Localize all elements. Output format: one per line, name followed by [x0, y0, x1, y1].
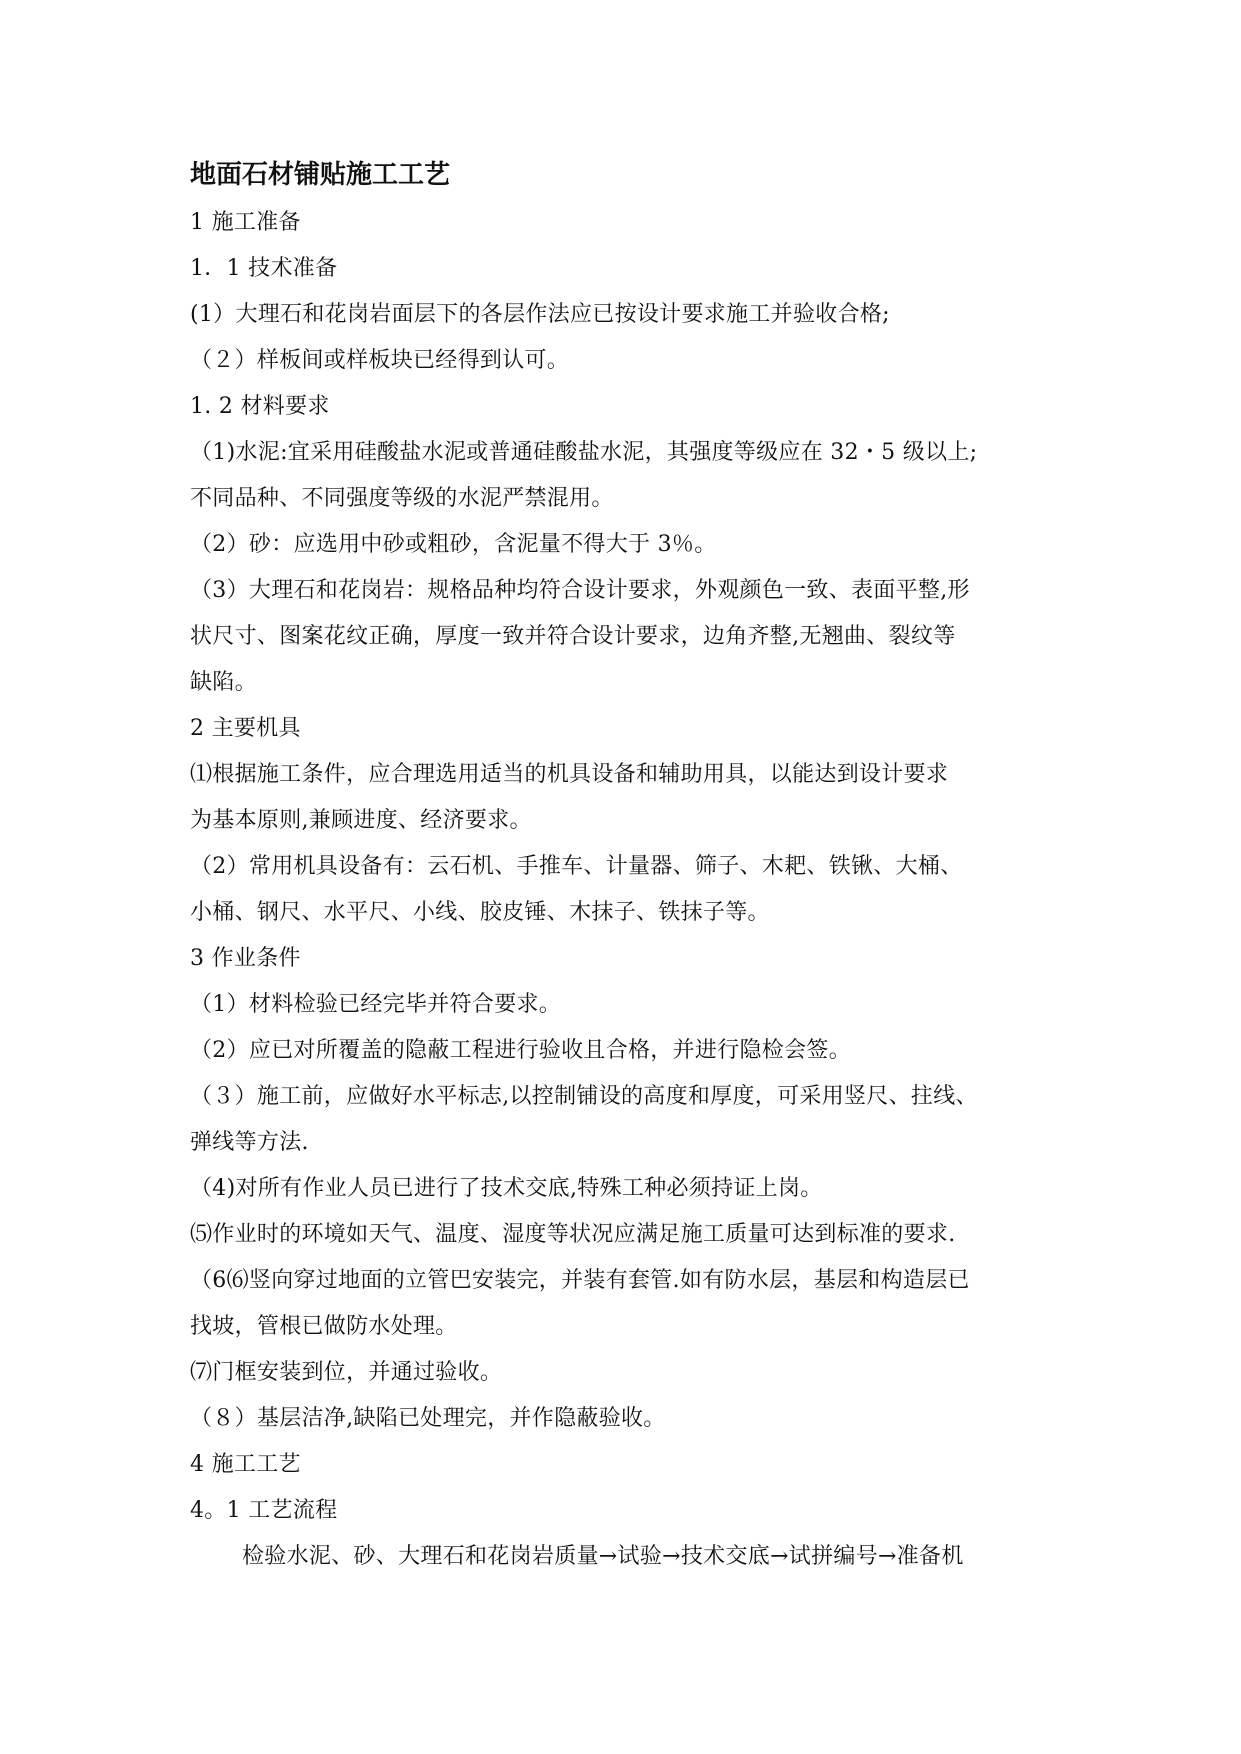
process-flow-text: 检验水泥、砂、大理石和花岗岩质量→试验→技术交底→试拼编号→准备机	[242, 1544, 964, 1569]
text-line: 为基本原则,兼顾进度、经济要求。	[190, 808, 532, 833]
text-line: ⑴根据施工条件，应合理选用适当的机具设备和辅助用具，以能达到设计要求	[190, 762, 949, 787]
text-line: （6⑹竖向穿过地面的立管巴安装完，并装有套管.如有防水层，基层和构造层已	[190, 1268, 970, 1293]
subsection-heading-1-1: 1．1 技术准备	[190, 256, 338, 281]
section-heading-3: 3 作业条件	[190, 946, 301, 971]
text-line: 弹线等方法.	[190, 1130, 309, 1155]
document-title: 地面石材铺贴施工工艺	[190, 160, 451, 190]
text-line: （３）施工前，应做好水平标志,以控制铺设的高度和厚度，可采用竖尺、拄线、	[190, 1084, 978, 1109]
text-line: （4)对所有作业人员已进行了技术交底,特殊工种必须持证上岗。	[190, 1176, 823, 1201]
section-heading-1: 1 施工准备	[190, 210, 301, 235]
text-line: （2）应已对所覆盖的隐蔽工程进行验收且合格，并进行隐检会签。	[190, 1038, 851, 1063]
text-line: 小桶、钢尺、水平尺、小线、胶皮锤、木抹子、铁抹子等。	[190, 900, 770, 925]
text-line: ⑸作业时的环境如天气、温度、湿度等状况应满足施工质量可达到标准的要求.	[190, 1222, 956, 1247]
section-heading-2: 2 主要机具	[190, 716, 301, 741]
text-line: （2）砂：应选用中砂或粗砂，含泥量不得大于 3％。	[190, 532, 717, 557]
text-line: （２）样板间或样板块已经得到认可。	[190, 348, 570, 373]
text-line: 不同品种、不同强度等级的水泥严禁混用。	[190, 486, 614, 511]
text-line: 找坡，管根已做防水处理。	[190, 1314, 458, 1339]
text-line: （８）基层洁净,缺陷已处理完，并作隐蔽验收。	[190, 1406, 666, 1431]
subsection-heading-4-1: 4。1 工艺流程	[190, 1498, 338, 1523]
document-body	[190, 158, 1070, 1580]
subsection-heading-1-2: 1. 2 材料要求	[190, 394, 330, 419]
text-line: ⑺门框安装到位，并通过验收。	[190, 1360, 503, 1385]
text-line: （1）材料检验已经完毕并符合要求。	[190, 992, 562, 1017]
text-line: （1)水泥:宜采用硅酸盐水泥或普通硅酸盐水泥，其强度等级应在 32・5 级以上;	[190, 440, 978, 465]
text-line: (1）大理石和花岗岩面层下的各层作法应已按设计要求施工并验收合格;	[190, 302, 890, 327]
text-line: 缺陷。	[190, 670, 257, 695]
text-line: （3）大理石和花岗岩：规格品种均符合设计要求，外观颜色一致、表面平整,形	[190, 578, 970, 603]
section-heading-4: 4 施工工艺	[190, 1452, 301, 1477]
text-line: 状尺寸、图案花纹正确，厚度一致并符合设计要求，边角齐整,无翘曲、裂纹等	[190, 624, 956, 649]
text-line: （2）常用机具设备有：云石机、手推车、计量器、筛子、木耙、铁锹、大桶、	[190, 854, 963, 879]
